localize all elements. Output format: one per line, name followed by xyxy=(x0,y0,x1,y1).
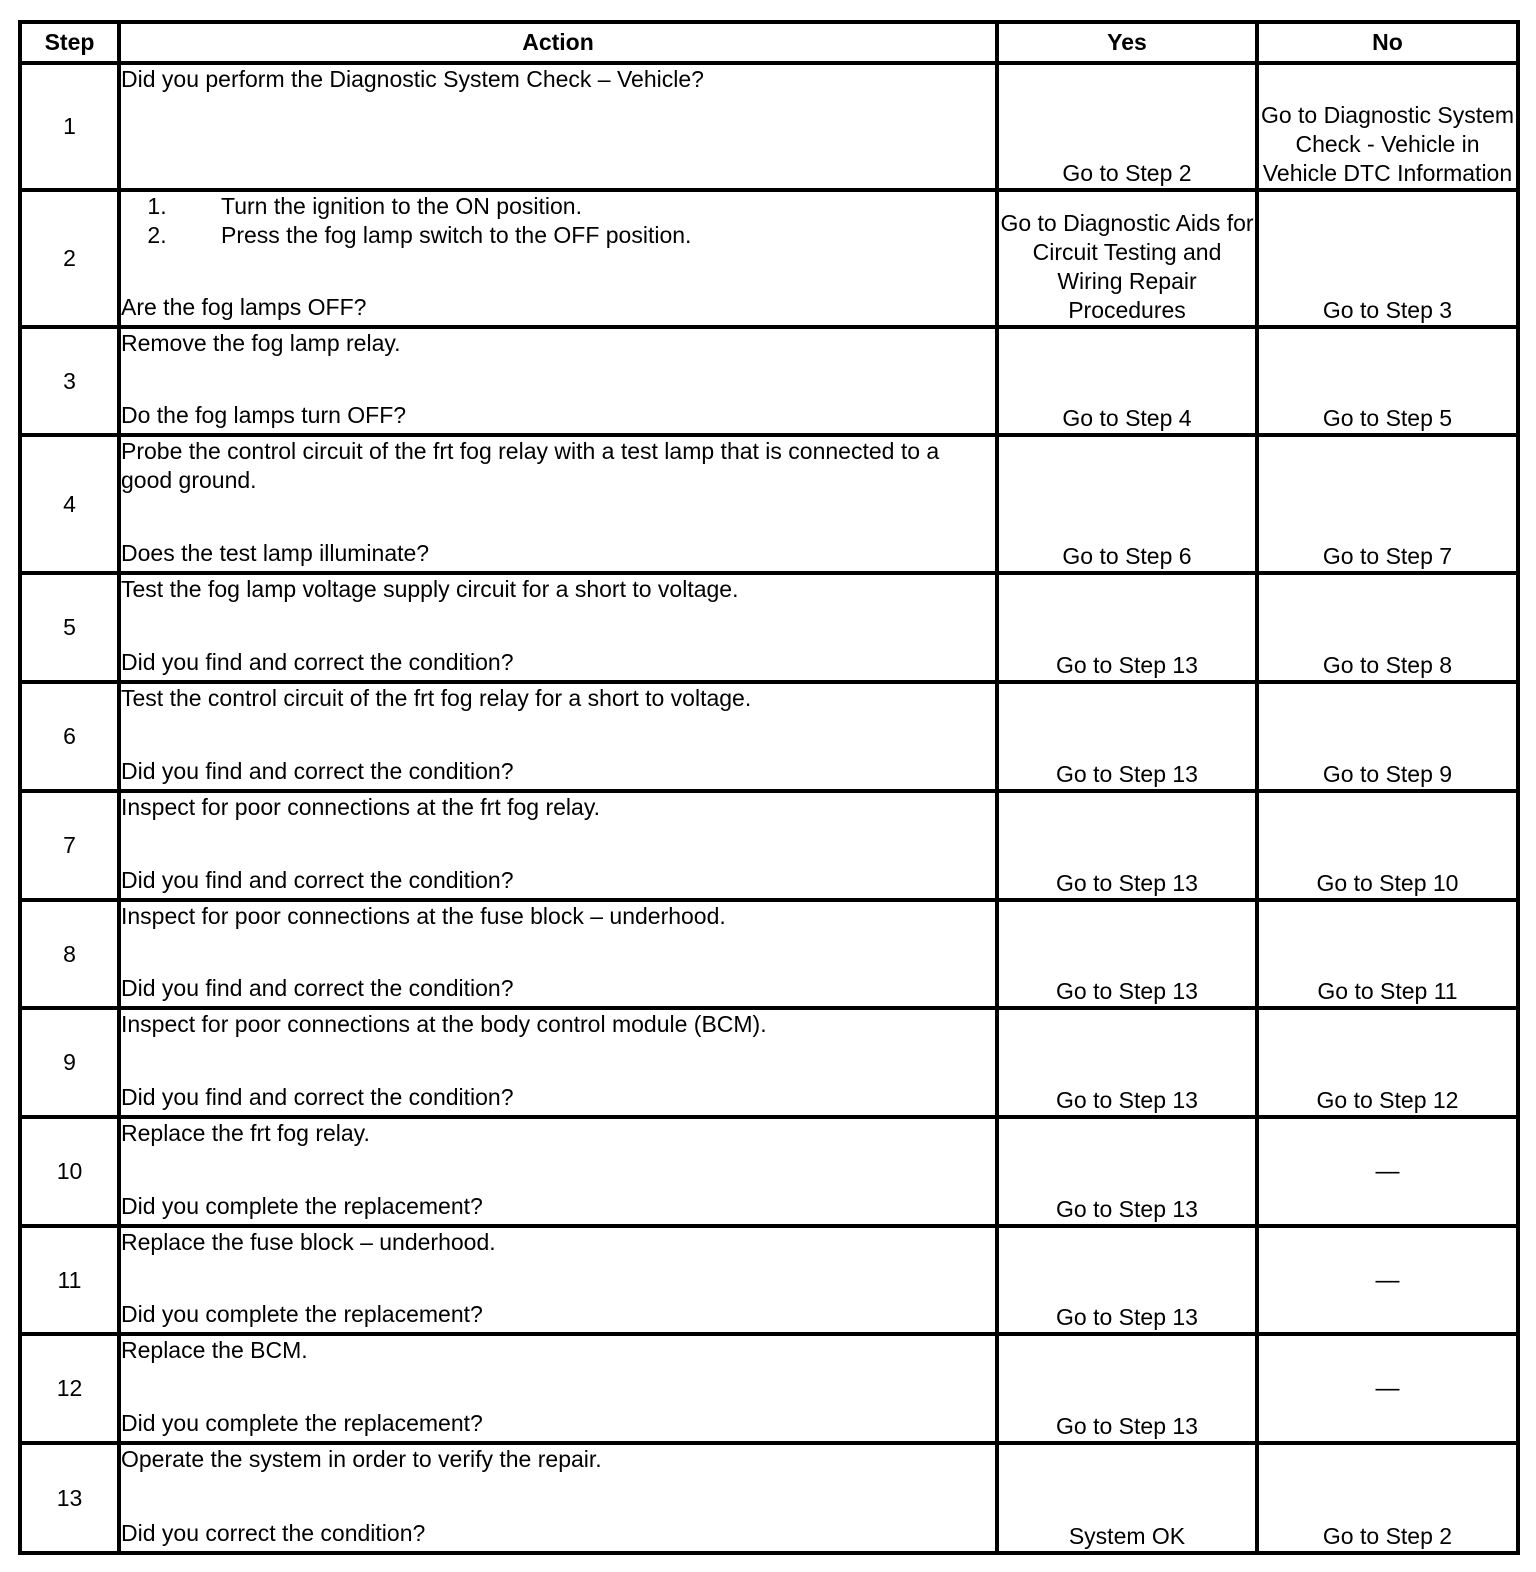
table-row xyxy=(20,1117,1518,1226)
no-cell: Go to Step 9 xyxy=(1257,682,1518,791)
action-cell xyxy=(119,791,997,900)
action-instruction: Probe the control circuit of the frt fog relay with a test lamp that is connected to a good ground. xyxy=(121,438,940,493)
no-cell: Go to Step 8 xyxy=(1257,573,1518,682)
action-question: Did you complete the replacement? xyxy=(121,1410,483,1436)
yes-cell: Go to Step 13 xyxy=(997,1117,1257,1226)
header-yes: Yes xyxy=(997,22,1257,63)
action-instruction: Remove the fog lamp relay. xyxy=(121,330,401,356)
table-row xyxy=(20,435,1518,573)
step-number: 6 xyxy=(20,682,119,791)
substep-item: 1. Turn the ignition to the ON position. xyxy=(173,192,995,221)
action-instruction: Inspect for poor connections at the fuse block – underhood. xyxy=(121,903,726,929)
step-number: 2 xyxy=(20,190,119,327)
action-cell xyxy=(119,1117,997,1226)
action-question: Do the fog lamps turn OFF? xyxy=(121,402,407,428)
no-cell: Go to Step 12 xyxy=(1257,1008,1518,1117)
action-cell xyxy=(119,1226,997,1334)
table-row xyxy=(20,327,1518,435)
no-cell: Go to Step 3 xyxy=(1257,190,1518,327)
action-question: Did you find and correct the condition? xyxy=(121,975,514,1001)
step-number: 11 xyxy=(20,1226,119,1334)
action-instruction: Inspect for poor connections at the frt fog relay. xyxy=(121,794,601,820)
action-instruction: Test the fog lamp voltage supply circuit for a short to voltage. xyxy=(121,576,739,602)
header-no: No xyxy=(1257,22,1518,63)
no-cell: — xyxy=(1257,1226,1518,1334)
step-number: 3 xyxy=(20,327,119,435)
yes-cell: Go to Step 4 xyxy=(997,327,1257,435)
action-instruction: Replace the BCM. xyxy=(121,1337,308,1363)
no-cell: Go to Step 11 xyxy=(1257,900,1518,1008)
action-cell xyxy=(119,682,997,791)
action-question: Does the test lamp illuminate? xyxy=(121,540,430,566)
action-question: Did you find and correct the condition? xyxy=(121,758,514,784)
action-instruction: Inspect for poor connections at the body control module (BCM). xyxy=(121,1011,767,1037)
action-cell xyxy=(119,435,997,573)
no-cell: Go to Step 7 xyxy=(1257,435,1518,573)
table-row xyxy=(20,791,1518,900)
header-step: Step xyxy=(20,22,119,63)
yes-cell: Go to Step 13 xyxy=(997,573,1257,682)
action-question: Did you find and correct the condition? xyxy=(121,867,514,893)
yes-cell: Go to Step 13 xyxy=(997,900,1257,1008)
table-row xyxy=(20,63,1518,190)
action-question: Did you complete the replacement? xyxy=(121,1301,483,1327)
no-cell: Go to Step 10 xyxy=(1257,791,1518,900)
substep-item: 2. Press the fog lamp switch to the OFF position. xyxy=(173,221,995,250)
yes-cell: Go to Step 13 xyxy=(997,1008,1257,1117)
table-row xyxy=(20,1443,1518,1553)
action-cell xyxy=(119,573,997,682)
no-cell: Go to Step 2 xyxy=(1257,1443,1518,1553)
action-instruction: Test the control circuit of the frt fog relay for a short to voltage. xyxy=(121,685,752,711)
table-row xyxy=(20,1226,1518,1334)
action-instruction: Operate the system in order to verify the repair. xyxy=(121,1446,602,1472)
action-cell xyxy=(119,190,997,327)
action-cell xyxy=(119,63,997,190)
action-instruction: Replace the frt fog relay. xyxy=(121,1120,370,1146)
action-question: Are the fog lamps OFF? xyxy=(121,294,367,320)
action-question: Did you perform the Diagnostic System Check – Vehicle? xyxy=(121,66,704,92)
action-question: Did you correct the condition? xyxy=(121,1520,426,1546)
no-cell: Go to Diagnostic System Check - Vehicle in Vehicle DTC Information xyxy=(1257,63,1518,190)
step-number: 13 xyxy=(20,1443,119,1553)
step-number: 10 xyxy=(20,1117,119,1226)
no-cell: — xyxy=(1257,1117,1518,1226)
yes-cell: Go to Step 6 xyxy=(997,435,1257,573)
step-number: 7 xyxy=(20,791,119,900)
action-instruction: Replace the fuse block – underhood. xyxy=(121,1229,496,1255)
header-action: Action xyxy=(119,22,997,63)
action-cell xyxy=(119,1334,997,1443)
diagnostic-table xyxy=(18,20,1520,1555)
action-question: Did you complete the replacement? xyxy=(121,1193,483,1219)
no-cell: — xyxy=(1257,1334,1518,1443)
substep-list xyxy=(121,192,995,250)
table-row xyxy=(20,682,1518,791)
header-row xyxy=(20,22,1518,63)
action-cell xyxy=(119,327,997,435)
action-question: Did you find and correct the condition? xyxy=(121,649,514,675)
step-number: 9 xyxy=(20,1008,119,1117)
yes-cell: Go to Step 13 xyxy=(997,791,1257,900)
table-row xyxy=(20,190,1518,327)
yes-cell: System OK xyxy=(997,1443,1257,1553)
yes-cell: Go to Step 13 xyxy=(997,1334,1257,1443)
action-cell xyxy=(119,1443,997,1553)
yes-cell: Go to Diagnostic Aids for Circuit Testing and Wiring Repair Procedures xyxy=(997,190,1257,327)
table-row xyxy=(20,900,1518,1008)
step-number: 5 xyxy=(20,573,119,682)
yes-cell: Go to Step 2 xyxy=(997,63,1257,190)
no-cell: Go to Step 5 xyxy=(1257,327,1518,435)
table-row xyxy=(20,573,1518,682)
table-row xyxy=(20,1334,1518,1443)
step-number: 4 xyxy=(20,435,119,573)
yes-cell: Go to Step 13 xyxy=(997,682,1257,791)
yes-cell: Go to Step 13 xyxy=(997,1226,1257,1334)
action-question: Did you find and correct the condition? xyxy=(121,1084,514,1110)
action-cell xyxy=(119,900,997,1008)
step-number: 8 xyxy=(20,900,119,1008)
table-row xyxy=(20,1008,1518,1117)
step-number: 12 xyxy=(20,1334,119,1443)
action-cell xyxy=(119,1008,997,1117)
step-number: 1 xyxy=(20,63,119,190)
